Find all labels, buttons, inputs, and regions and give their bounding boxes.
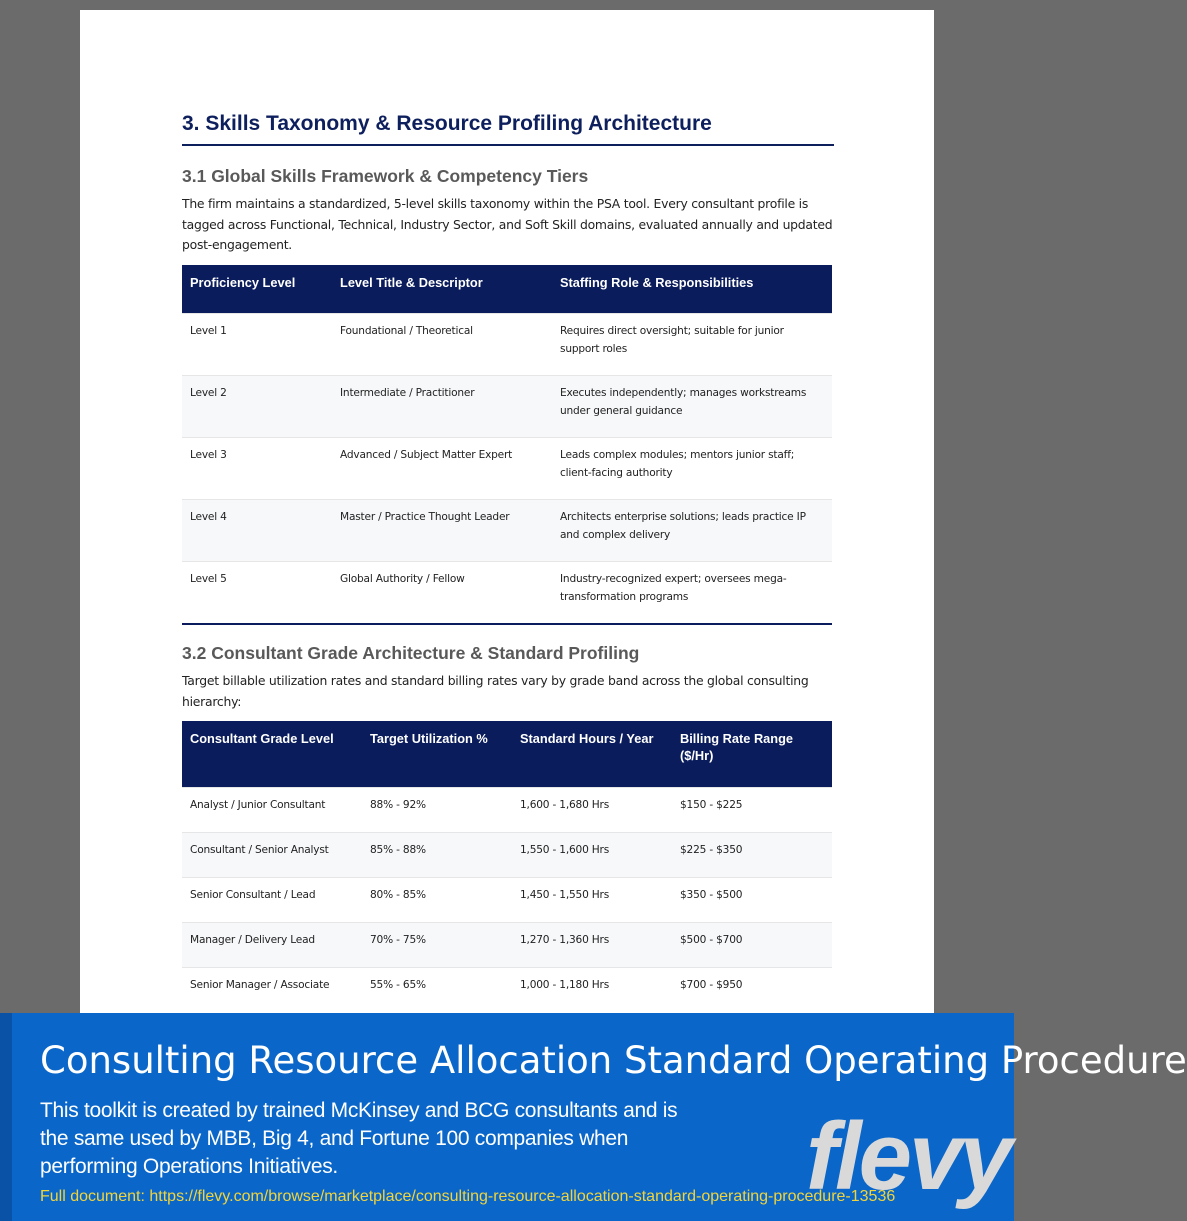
table-row: [182, 561, 832, 624]
table-cell: 1,270 - 1,360 Hrs: [512, 923, 672, 968]
table-cell: $700 - $950: [672, 968, 832, 1013]
subsection-heading-3-2: 3.2 Consultant Grade Architecture & Standard Profiling: [182, 643, 640, 663]
banner-description: This toolkit is created by trained McKinsey and BCG consultants and is the same used by MBB, Big 4, and Fortune 100 companies when performing Operations Initiatives.: [40, 1099, 678, 1178]
table-cell: Level 2: [182, 375, 332, 437]
table-cell: Analyst / Junior Consultant: [182, 788, 362, 833]
column-header: Billing Rate Range ($/Hr): [672, 721, 832, 788]
table-row: [182, 923, 832, 968]
table-header-row: [182, 721, 832, 788]
table-cell: Executes independently; manages workstreams under general guidance: [552, 375, 832, 437]
table-row: [182, 313, 832, 375]
column-header: Staffing Role & Responsibilities: [552, 265, 832, 314]
column-header: Level Title & Descriptor: [332, 265, 552, 314]
banner-title: Consulting Resource Allocation Standard Operating Procedure: [40, 1039, 1187, 1082]
table-cell: Master / Practice Thought Leader: [332, 499, 552, 561]
table-cell: $500 - $700: [672, 923, 832, 968]
column-header: Proficiency Level: [182, 265, 332, 314]
table-row: [182, 437, 832, 499]
table-cell: Consultant / Senior Analyst: [182, 833, 362, 878]
table-cell: 1,550 - 1,600 Hrs: [512, 833, 672, 878]
table-cell: Senior Consultant / Lead: [182, 878, 362, 923]
table-cell: Industry-recognized expert; oversees mega-transformation programs: [552, 561, 832, 624]
column-header: Target Utilization %: [362, 721, 512, 788]
section-heading: 3. Skills Taxonomy & Resource Profiling Architecture: [182, 112, 834, 146]
skills-framework-paragraph: The firm maintains a standardized, 5-level skills taxonomy within the PSA tool. Every consultant profile is tagged across Functional, Technical, Industry Sector, and Soft Skill domains, evaluated annually and updated post-engagement.: [182, 196, 833, 252]
table-cell: Global Authority / Fellow: [332, 561, 552, 624]
table-cell: Level 3: [182, 437, 332, 499]
table-cell: $350 - $500: [672, 878, 832, 923]
document-link[interactable]: Full document: https://flevy.com/browse/marketplace/consulting-resource-allocation-standard-operating-procedure-13536: [40, 1188, 896, 1205]
table-row: [182, 968, 832, 1013]
table-cell: Manager / Delivery Lead: [182, 923, 362, 968]
table-cell: Advanced / Subject Matter Expert: [332, 437, 552, 499]
table-cell: Architects enterprise solutions; leads practice IP and complex delivery: [552, 499, 832, 561]
column-header: Consultant Grade Level: [182, 721, 362, 788]
table-row: [182, 788, 832, 833]
skills-framework-section: [182, 166, 834, 625]
column-header: Standard Hours / Year: [512, 721, 672, 788]
table-cell: Requires direct oversight; suitable for junior support roles: [552, 313, 832, 375]
table-cell: 1,600 - 1,680 Hrs: [512, 788, 672, 833]
promo-banner: [0, 1013, 1187, 1221]
table-cell: Senior Manager / Associate: [182, 968, 362, 1013]
grade-architecture-section: [182, 643, 834, 1012]
table-cell: 1,000 - 1,180 Hrs: [512, 968, 672, 1013]
table-cell: Leads complex modules; mentors junior staff; client-facing authority: [552, 437, 832, 499]
document-page: [80, 10, 934, 1015]
subsection-heading-3-1: 3.1 Global Skills Framework & Competency Tiers: [182, 166, 589, 186]
table-row: [182, 878, 832, 923]
table-cell: Level 5: [182, 561, 332, 624]
table-row: [182, 499, 832, 561]
table-cell: Foundational / Theoretical: [332, 313, 552, 375]
table-cell: Level 1: [182, 313, 332, 375]
table-cell: $225 - $350: [672, 833, 832, 878]
table-cell: 1,450 - 1,550 Hrs: [512, 878, 672, 923]
flevy-logo: flevy: [806, 1103, 1010, 1210]
grade-table: [182, 721, 832, 1012]
table-row: [182, 375, 832, 437]
grade-architecture-paragraph: Target billable utilization rates and standard billing rates vary by grade band across the global consulting hierarchy:: [182, 673, 809, 709]
table-cell: 80% - 85%: [362, 878, 512, 923]
skills-tier-table: [182, 265, 832, 625]
banner-edge: [0, 1013, 12, 1221]
table-cell: Level 4: [182, 499, 332, 561]
table-row: [182, 833, 832, 878]
table-cell: 88% - 92%: [362, 788, 512, 833]
table-header-row: [182, 265, 832, 314]
table-cell: 55% - 65%: [362, 968, 512, 1013]
table-cell: $150 - $225: [672, 788, 832, 833]
table-cell: 70% - 75%: [362, 923, 512, 968]
table-cell: Intermediate / Practitioner: [332, 375, 552, 437]
table-cell: 85% - 88%: [362, 833, 512, 878]
